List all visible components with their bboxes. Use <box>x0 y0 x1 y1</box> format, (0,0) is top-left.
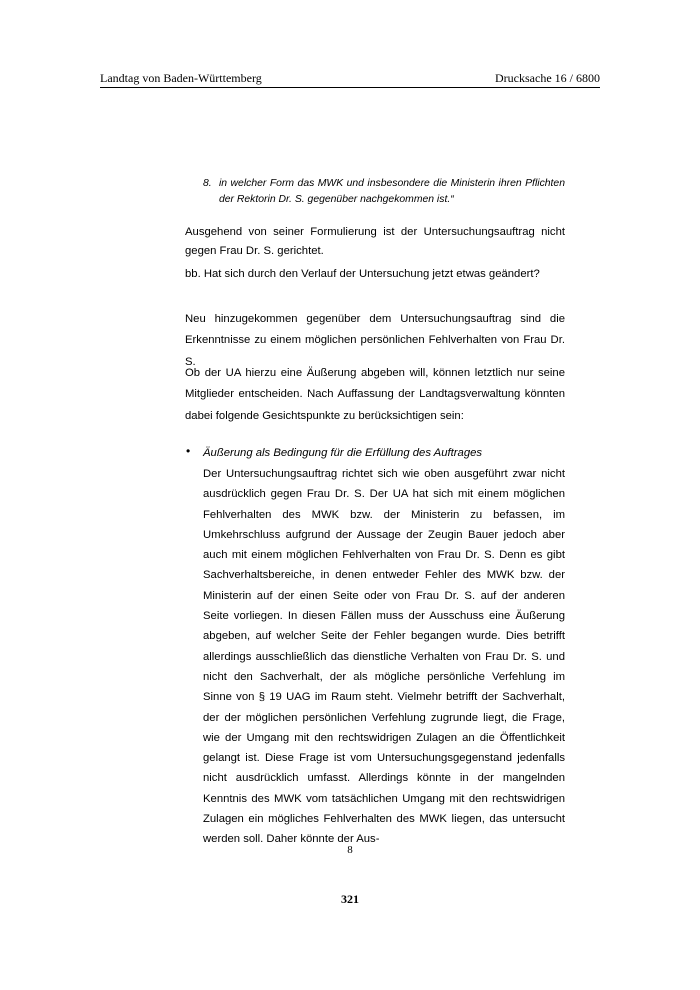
paragraph-4: Ob der UA hierzu eine Äußerung abgeben will, können letztlich nur seine Mitglieder entscheiden. Nach Auffassung der Landtagsverwaltung könnten dabei folgende Gesichtspunkte zu berücksichtigen sein: <box>185 367 565 422</box>
header-document-number: Drucksache 16 / 6800 <box>495 71 600 85</box>
list-item-number: 8. <box>203 178 212 189</box>
bullet-title: Äußerung als Bedingung für die Erfüllung des Auftrages <box>203 447 483 459</box>
paragraph-2-heading: bb. Hat sich durch den Verlauf der Untersuchung jetzt etwas geändert? <box>185 268 540 280</box>
paragraph-1: Ausgehend von seiner Formulierung ist der Untersuchungsauftrag nicht gegen Frau Dr. S. gerichtet. <box>185 226 565 257</box>
list-item-text: in welcher Form das MWK und insbesondere die Ministerin ihren Pflichten der Rektorin Dr. S. gegenüber nachgekommen ist.“ <box>219 178 565 205</box>
bullet-text: Der Untersuchungsauftrag richtet sich wie oben ausgeführt zwar nicht ausdrücklich gegen Frau Dr. S. Der UA hat sich mit einem möglichen Fehlverhalten des MWK bzw. der Ministerin zu befassen, im Umkehrschluss aufgrund der Aussage der Zeugin Bauer jedoch aber auch mit einem möglichen Fehlverhalten von Frau Dr. S. Denn es gibt Sachverhaltsbereiche, in denen entweder Fehler des MWK bzw. der Ministerin auf der einen Seite oder von Frau Dr. S. auf der anderen Seite vorliegen. In diesen Fällen muss der Ausschuss eine Äußerung abgeben, auf welcher Seite der Fehler begangen wurde. Dies betrifft allerdings ausschließlich das dienstliche Verhalten von Frau Dr. S. und nicht den Sachverhalt, der als mögliche persönliche Verfehlung im Sinne von § 19 UAG im Raum steht. Vielmehr betrifft der Sachverhalt, der der möglichen persönlichen Verfehlung zugrunde liegt, die Frage, wie der Umgang mit den rechtswidrigen Zulagen an die Öffentlichkeit gelangt ist. Diese Frage ist vom Untersuchungsgegenstand jedenfalls nicht ausdrücklich umfasst. Allerdings könnte in der mangelnden Kenntnis des MWK vom tatsächlichen Umgang mit den rechtswidrigen Zulagen ein mögliches Fehlverhalten des MWK liegen, das untersucht werden soll. Daher könnte der Aus- <box>203 468 565 846</box>
paragraph-3: Neu hinzugekommen gegenüber dem Untersuchungsauftrag sind die Erkenntnisse zu einem möglichen persönlichen Fehlverhalten von Frau Dr. S. <box>185 313 565 368</box>
outer-page-number: 321 <box>341 892 359 906</box>
inner-page-number: 8 <box>347 844 353 856</box>
page-header <box>100 70 600 88</box>
quoted-list-item <box>203 176 565 207</box>
bullet-point-icon: • <box>186 444 191 458</box>
header-publisher: Landtag von Baden-Württemberg <box>100 71 262 85</box>
